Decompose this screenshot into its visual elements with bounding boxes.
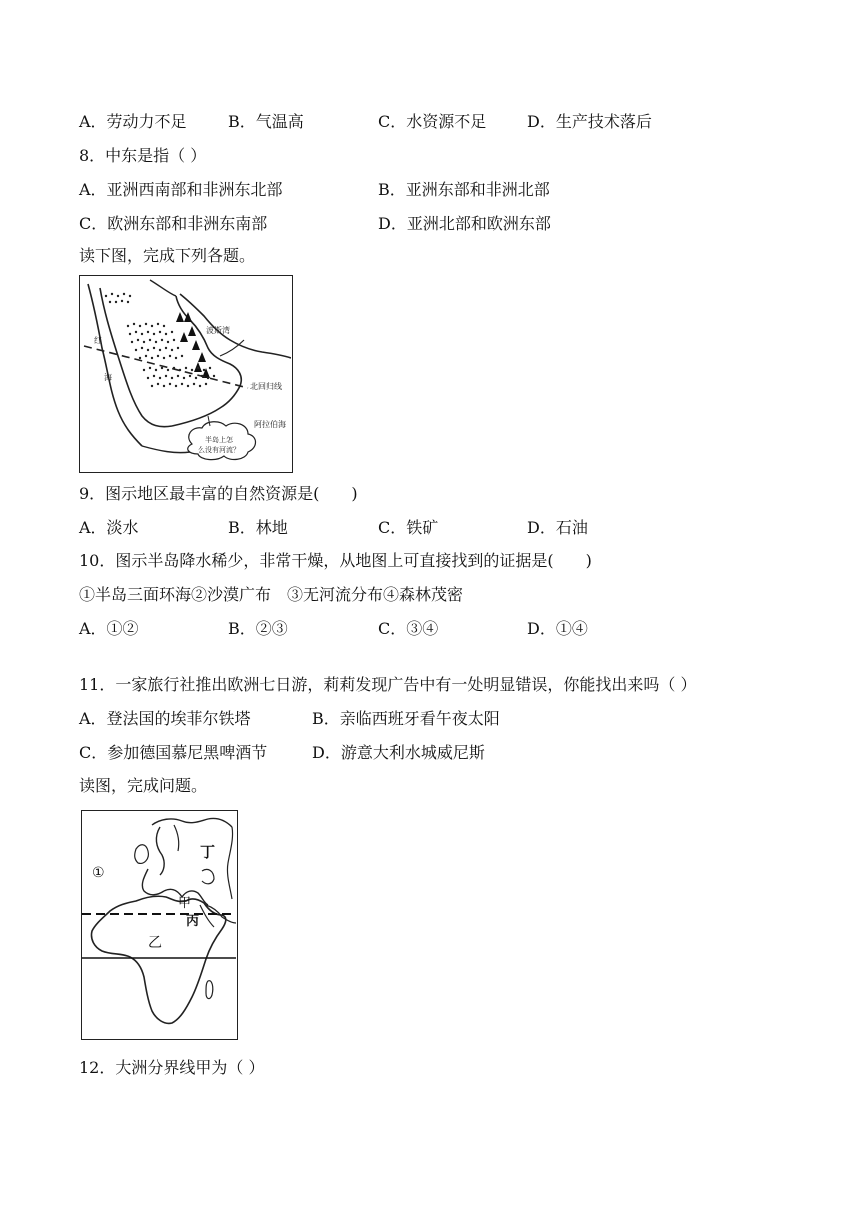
intro-read-map-1: 读下图，完成下列各题。 (79, 246, 256, 265)
arabian-peninsula-map (79, 275, 293, 473)
q10-option-b: B．②③ (228, 619, 288, 638)
intro-read-map-2: 读图，完成问题。 (79, 776, 208, 795)
q10-option-a: A．①② (79, 619, 139, 638)
q10-option-c: C．③④ (378, 619, 439, 638)
map1-label-red: 红 (94, 336, 102, 345)
map1-label-arabian-sea: 阿拉伯海 (254, 420, 286, 429)
map1-label-tropic: 北回归线 (250, 382, 282, 391)
q10-stem: 10．图示半岛降水稀少，非常干燥，从地图上可直接找到的证据是( ) (79, 551, 592, 570)
q7-option-b: B．气温高 (228, 112, 304, 131)
map2-label-ding: 丁 (200, 843, 216, 861)
map1-label-persian-gulf: 波斯湾 (206, 326, 230, 335)
q8-option-d: D．亚洲北部和欧洲东部 (378, 214, 551, 233)
map2-label-bing: 丙 (186, 914, 200, 929)
q9-option-c: C．铁矿 (378, 518, 439, 537)
q9-option-a: A．淡水 (79, 518, 139, 537)
map1-bubble-line2: 么没有河流？ (198, 446, 240, 454)
q11-stem: 11．一家旅行社推出欧洲七日游，莉莉发现广告中有一处明显错误，你能找出来吗（ ） (79, 675, 697, 694)
q11-option-b: B．亲临西班牙看午夜太阳 (312, 709, 500, 728)
q8-stem: 8．中东是指（ ） (79, 146, 207, 165)
map1-bubble-line1: 半岛上怎 (205, 436, 233, 444)
q7-option-a: A．劳动力不足 (79, 112, 187, 131)
q7-option-d: D．生产技术落后 (527, 112, 652, 131)
q8-option-c: C．欧洲东部和非洲东南部 (79, 214, 268, 233)
map2-label-one: ① (92, 865, 105, 881)
q10-option-d: D．①④ (527, 619, 588, 638)
europe-africa-map (81, 810, 238, 1040)
q8-option-a: A．亚洲西南部和非洲东北部 (79, 180, 283, 199)
q11-option-a: A．登法国的埃菲尔铁塔 (79, 709, 251, 728)
q11-option-c: C．参加德国慕尼黑啤酒节 (79, 743, 268, 762)
q12-stem: 12．大洲分界线甲为（ ） (79, 1058, 265, 1077)
map2-label-yi: 乙 (148, 935, 162, 951)
q9-option-d: D．石油 (527, 518, 588, 537)
q7-option-c: C．水资源不足 (378, 112, 487, 131)
q8-option-b: B．亚洲东部和非洲北部 (378, 180, 550, 199)
q9-stem: 9．图示地区最丰富的自然资源是( ) (79, 484, 358, 503)
q11-option-d: D．游意大利水城威尼斯 (312, 743, 485, 762)
map2-label-jia: 甲 (178, 896, 192, 911)
map1-label-sea: 海 (104, 373, 112, 382)
q9-option-b: B．林地 (228, 518, 288, 537)
q10-statements: ①半岛三面环海②沙漠广布 ③无河流分布④森林茂密 (79, 585, 464, 604)
